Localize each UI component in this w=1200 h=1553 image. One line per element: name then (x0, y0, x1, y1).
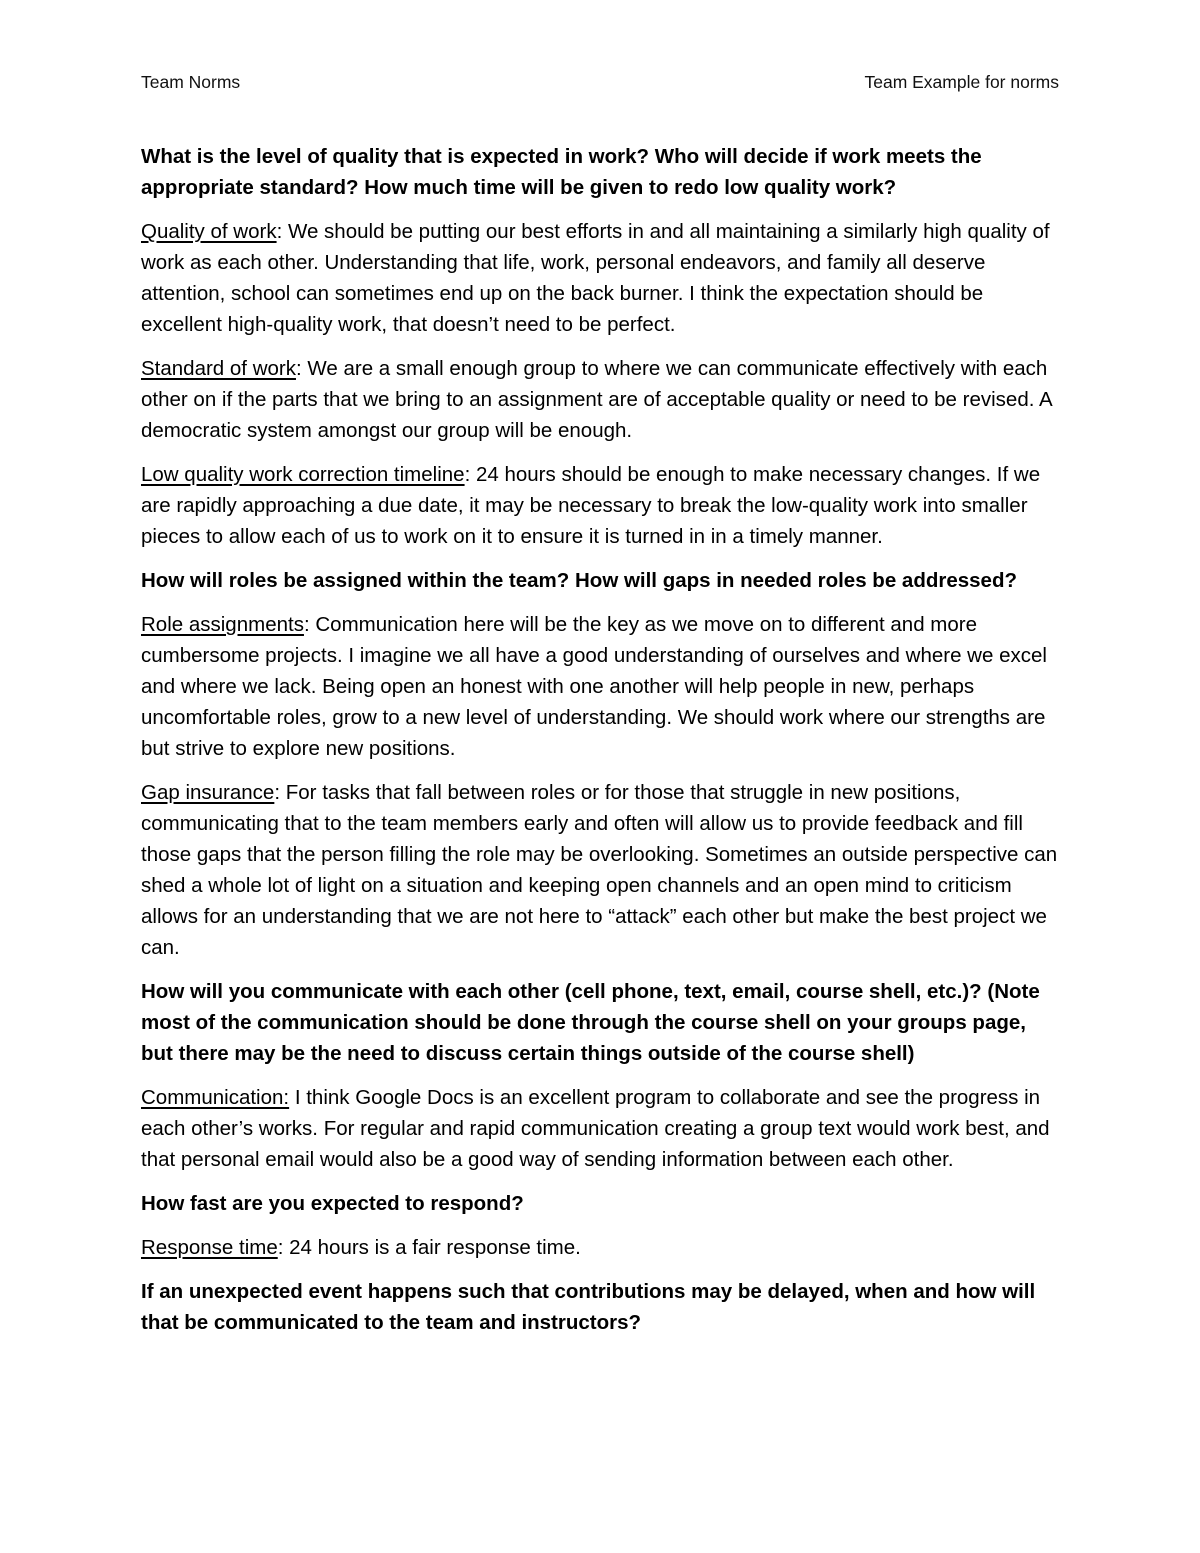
answer-separator: : (303, 613, 316, 636)
answer-separator: : (274, 781, 286, 804)
answer-standard-of-work (141, 353, 1061, 446)
answer-label: Low quality work correction timeline (141, 463, 465, 486)
answer-text: 24 hours should be enough to make necessary changes. If we are rapidly approaching a due date, it may be necessary to break the low-quality work into smaller pieces to allow each of us to work on it to ensure it is turned in in a timely manner. (141, 463, 1041, 548)
header-left-title: Team Norms (141, 72, 241, 92)
question-response-speed: How fast are you expected to respond? (141, 1192, 524, 1215)
running-header (141, 72, 1059, 98)
answer-separator: : (277, 1236, 290, 1259)
question-communication: How will you communicate with each other (cell phone, text, email, course shell, etc.)? (Note most of the communication should be done through the course shell on your groups page, but there may be the need to discuss certain things outside of the course shell) (141, 980, 1040, 1065)
question-quality: What is the level of quality that is expected in work? Who will decide if work meets the appropriate standard? How much time will be given to redo low quality work? (141, 145, 982, 199)
answer-text: I think Google Docs is an excellent program to collaborate and see the progress in each other’s works. For regular and rapid communication creating a group text would work best, and that personal email would also be a good way of sending information between each other. (141, 1086, 1050, 1171)
answer-text: We are a small enough group to where we can communicate effectively with each other on if the parts that we bring to an assignment are of acceptable quality or need to be revised. A democratic system amongst our group will be enough. (141, 357, 1052, 442)
answer-label: Communication: (141, 1086, 290, 1109)
answer-label: Standard of work (141, 357, 296, 380)
question-unexpected-event: If an unexpected event happens such that contributions may be delayed, when and how will that be communicated to the team and instructors? (141, 1280, 1036, 1334)
answer-separator: : (464, 463, 476, 486)
answer-label: Role assignments (141, 613, 304, 636)
answer-label: Gap insurance (141, 781, 275, 804)
answer-text: For tasks that fall between roles or for those that struggle in new positions, communicating that to the team members early and often will allow us to provide feedback and fill those gaps that the person filling the role may be overlooking. Sometimes an outside perspective can shed a whole lot of light on a situation and keeping open channels and an open mind to criticism allows for an understanding that we are not here to “attack” each other but make the best project we can. (141, 781, 1058, 959)
answer-label: Response time (141, 1236, 278, 1259)
answer-label: Quality of work (141, 220, 277, 243)
answer-correction-timeline (141, 459, 1061, 552)
answer-text: 24 hours is a fair response time. (289, 1236, 581, 1259)
answer-text: Communication here will be the key as we move on to different and more cumbersome projects. I imagine we all have a good understanding of ourselves and where we excel and where we lack. Being open an honest with one another will help people in new, perhaps uncomfortable roles, grow to a new level of understanding. We should work where our strengths are but strive to explore new positions. (141, 613, 1047, 760)
answer-text: We should be putting our best efforts in and all maintaining a similarly high quality of work as each other. Understanding that life, work, personal endeavors, and family all deserve attention, school can sometimes end up on the back burner. I think the expectation should be excellent high-quality work, that doesn’t need to be perfect. (141, 220, 1050, 336)
answer-communication (141, 1082, 1061, 1175)
answer-gap-insurance (141, 777, 1061, 963)
answer-role-assignments (141, 609, 1061, 764)
question-roles: How will roles be assigned within the team? How will gaps in needed roles be addressed? (141, 569, 1017, 592)
answer-separator: : (276, 220, 288, 243)
answer-separator: : (295, 357, 308, 380)
header-right-title: Team Example for norms (864, 72, 1059, 92)
answer-response-time (141, 1232, 1061, 1263)
document-body (141, 141, 1061, 1351)
answer-quality-of-work (141, 216, 1061, 340)
